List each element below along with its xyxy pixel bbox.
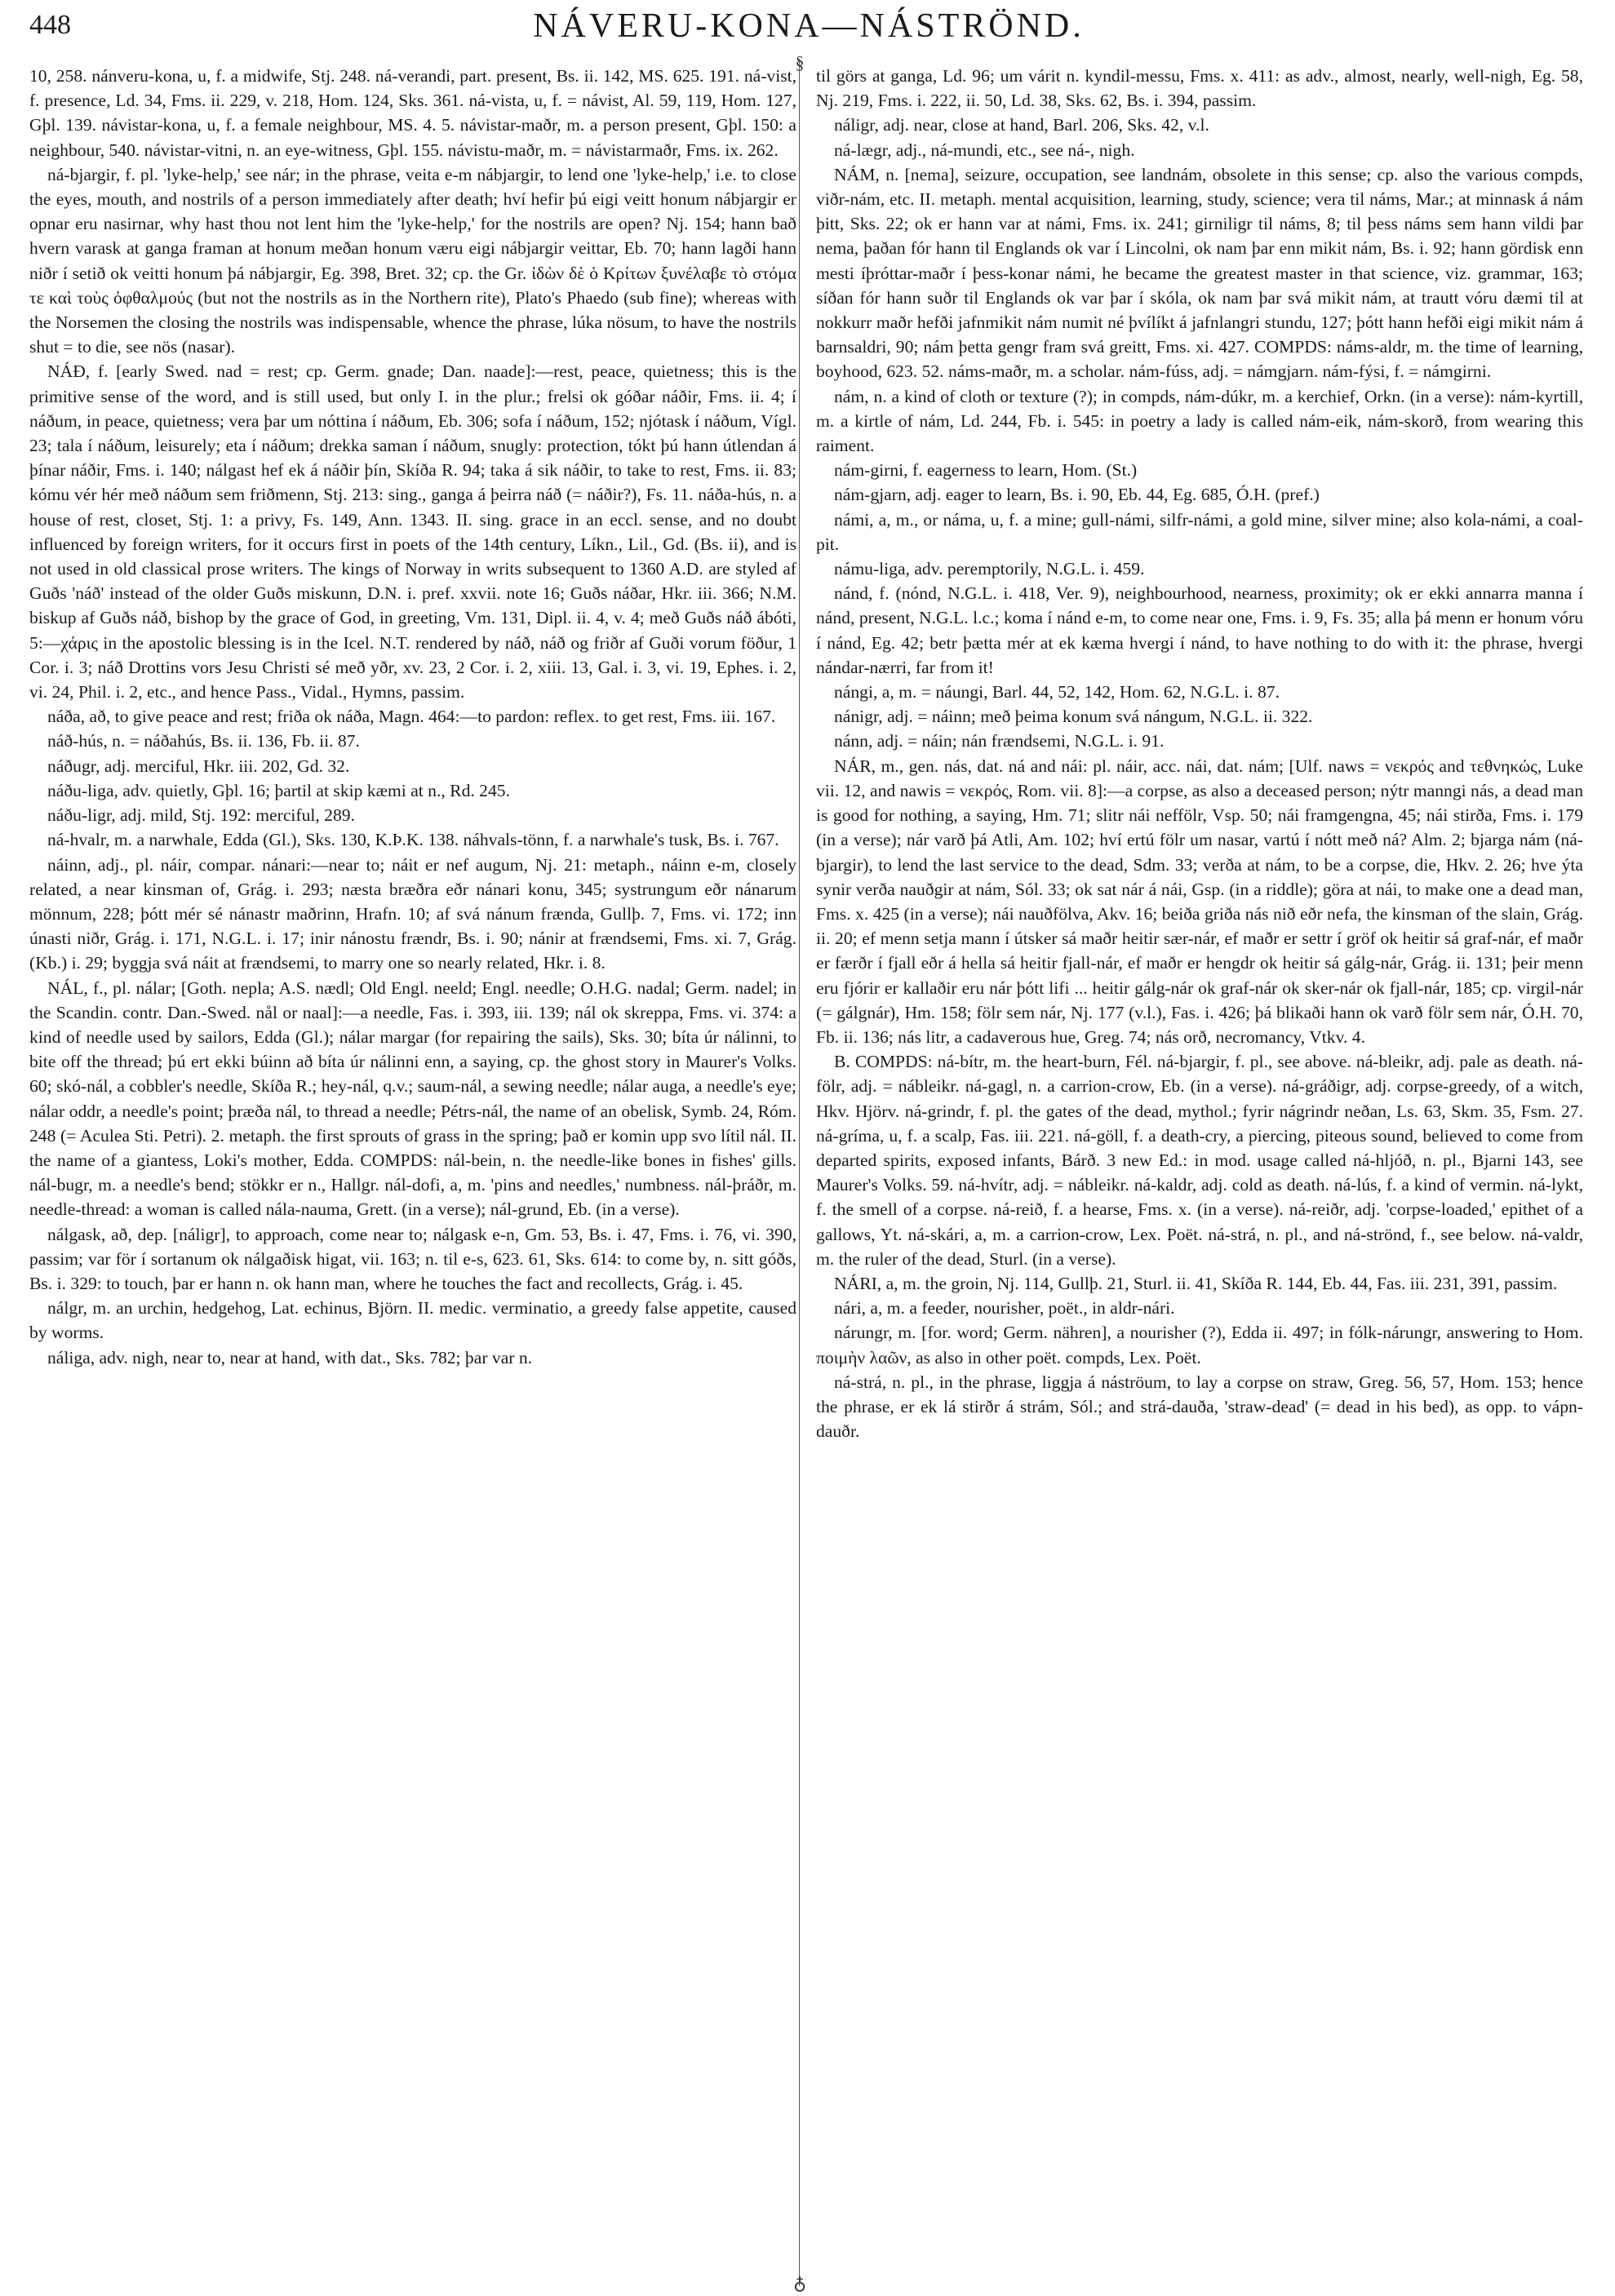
entry-paragraph: ná-lægr, adj., ná-mundi, etc., see ná-, nigh. (834, 140, 1135, 160)
entry-paragraph: náðu-liga, adv. quietly, Gþl. 16; þartil at skip kæmi at n., Rd. 245. (47, 780, 510, 800)
entry-paragraph: náliga, adv. nigh, near to, near at hand, with dat., Sks. 782; þar var n. (47, 1347, 533, 1367)
entry-paragraph: nángi, a, m. = náungi, Barl. 44, 52, 142, Hom. 62, N.G.L. i. 87. (834, 682, 1280, 703)
entry-paragraph: nárungr, m. [for. word; Germ. nähren], a nourisher (?), Edda ii. 497; in fólk-nárungr, answering to Hom. ποιμὴν λαῶν, as also in other poët. compds, Lex. Poët. (816, 1323, 1583, 1367)
entry-paragraph: NÁL, f., pl. nálar; [Goth. nepla; A.S. nædl; Old Engl. neeld; Engl. needle; O.H.G. nadal; Germ. nadel; in the Scandin. contr. Dan.-Swed. nål or naal]:—a needle, Fas. i. 393, iii. 139; nál ok skreppa, Fms. vi. 374: a kind of needle used by sailors, Edda (Gl.); nálar margar (for repairing the sails), Sks. 30; bíta úr nálinni, to bite off the thread; þú ert ekki búinn að bíta úr nálinni enn, a saying, cp. the ghost story in Maurer's Volks. 60; skó-nál, a cobbler's needle, Skíða R.; hey-nál, q.v.; saum-nál, a sewing needle; nálar auga, a needle's eye; nálar oddr, a needle's point; þræða nál, to thread a needle; Pétrs-nál, the name of an obelisk, Symb. 24, Róm. 248 (= Aculea Sti. Petri). 2. metaph. the first sprouts of grass in the spring; það er komin upp svo lítil nál. II. the name of a giantess, Loki's mother, Edda. COMPDS: nál-bein, n. the needle-like bones in fishes' gills. nál-bugr, m. a needle's bend; stökkr er n., Hallgr. nál-dofi, a, m. 'pins and needles,' numbness. nál-þráðr, m. needle-thread: a woman is called nála-nauma, Grett. (in a verse); nál-grund, Eb. (in a verse). (29, 977, 796, 1220)
entry-paragraph: NÁR, m., gen. nás, dat. ná and nái: pl. náir, acc. nái, dat. nám; [Ulf. naws = νεκρός and τεθνηκώς, Luke vii. 12, and nawis = νεκρός, Rom. vii. 8]:—a corpse, as also a deceased person; nýtr manngi nás, a dead man is good for nothing, a saying, Hm. 71; slitr nái neffölr, Vsp. 50; nái framgengna, 45; nái stirða, Fms. i. 179 (in a verse); nár varð þá Atli, Am. 102; hví ertú fölr um nasar, vartú í nótt með ná? Alm. 2; bjarga nám (ná-bjargir), to lend the last service to the dead, Sdm. 33; verða at nám, to be a corpse, die, Hkv. 2. 26; hve ýta synir verða nauðgir at nám, Sól. 33; ok sat nár á nái, Gsp. (in a riddle); göra at nái, to make one a dead man, Fms. x. 425 (in a verse); nái nauðfölva, Akv. 16; beiða griða nás nið eðr nefa, the kinsman of the slain, Grág. ii. 20; ef menn setja mann í útsker sá maðr heitir sær-nár, ef maðr er settr í gröf ok heitir sá graf-nár, ef maðr er færðr í fjall eðr á hella sá heitir fjall-nár, ef maðr er hengdr ok heitir sá gálg-nár, Grág. ii. 131; þeir menn eru fjórir er kallaðir eru nár þótt lifi ... heitir gálg-nár ok graf-nár ok sker-nár ok fjall-nár, 185; cp. virgil-nár (= gálgnár), Hm. 158; fölr sem nár, Nj. 177 (v.l.), Fas. i. 426; þá blikaði hann ok varð fölr sem nár, Ó.H. 70, Fb. ii. 136; nás litr, a cadaverous hue, Greg. 74; nás orð, necromancy, Vtkv. 4. (816, 756, 1583, 1047)
entry-paragraph: nálgask, að, dep. [náligr], to approach, come near to; nálgask e-n, Gm. 53, Bs. i. 47, Fms. i. 76, vi. 390, passim; var för í sortanum ok nálgaðisk higat, vii. 163; n. til e-s, 623. 61, Sks. 614: to come by, n. sitt góðs, Bs. i. 329: to touch, þar er hann n. ok hann man, where he touches the fact and recollects, Grág. i. 45. (29, 1224, 796, 1293)
entry-paragraph: náða, að, to give peace and rest; friða ok náða, Magn. 464:—to pardon: reflex. to get rest, Fms. iii. 167. (47, 707, 776, 727)
column-divider (799, 59, 800, 2286)
entry-paragraph: nám-gjarn, adj. eager to learn, Bs. i. 90, Eb. 44, Eg. 685, Ó.H. (pref.) (834, 485, 1320, 505)
right-column (816, 64, 1583, 1443)
entry-paragraph: nánn, adj. = náin; nán frændsemi, N.G.L. i. 91. (834, 731, 1165, 751)
entry-paragraph: náðu-ligr, adj. mild, Stj. 192: merciful, 289. (47, 805, 355, 826)
entry-paragraph: ná-hvalr, m. a narwhale, Edda (Gl.), Sks. 130, K.Þ.K. 138. náhvals-tönn, f. a narwhale's tusk, Bs. i. 767. (47, 830, 779, 850)
entry-paragraph: NÁÐ, f. [early Swed. nad = rest; cp. Germ. gnade; Dan. naade]:—rest, peace, quietness; this is the primitive sense of the word, and is still used, but only I. in the plur.; frelsi ok góðar náðir, Fms. ii. 4; í náðum, in peace, quietness; vera þar um nóttina í náðum, Eb. 306; sofa í náðum, 152; njótask í náðum, Vígl. 23; tala í náðum, leisurely; eta í náðum; drekka saman í náðum, snugly: protection, tókt þú hann útlendan á þínar náðir, Fms. i. 140; nálgast hef ek á náðir þín, Skíða R. 94; taka á sik náðir, to take to rest, Fms. ii. 83; kómu vér hér með náðum sem friðmenn, Stj. 213: sing., ganga á þeirra náð (= náðir?), Fs. 11. náða-hús, n. a house of rest, closet, Stj. 1: a privy, Fs. 149, Ann. 1343. II. sing. grace in an eccl. sense, and no doubt influenced by foreign writers, for it occurs first in poets of the 14th century, Líkn., Lil., Gd. (Bs. ii), and is not used in old classical prose writers. The kings of Norway in writs subsequent to 1360 A.D. are styled af Guðs 'náð' instead of the older Guðs miskunn, D.N. i. pref. xxvii. note 16; Guðs náðar, Hkr. iii. 366; N.M. biskup af Guðs náð, bishop by the grace of God, in greeting, Vm. 131, Dipl. ii. 4, v. 4; með Guðs náð ábóti, 5:—χάρις in the apostolic blessing is in the Icel. N.T. rendered by náð, náð og friðr af Guði vorum föður, 1 Cor. i. 3; náð Drottins vors Jesu Christi sé með yðr, xv. 23, 2 Cor. i. 2, xiii. 13, Gal. i. 3, vi. 19, Ephes. i. 2, vi. 24, Phil. i. 2, etc., and hence Pass., Vidal., Hymns, passim. (29, 361, 796, 703)
entry-paragraph: náinn, adj., pl. náir, compar. nánari:—near to; náit er nef augum, Nj. 21: metaph., náinn e-m, closely related, a near kinsman of, Grág. i. 293; næsta bræðra eðr nánari konu, 345; systrungum eðr nánarum mönnum, 228; þótt mér sé nánastr maðrinn, Hrafn. 10; af svá nánum frænda, Gullþ. 7, Fms. vi. 172; inn únasti niðr, Grág. i. 171, N.G.L. i. 17; inir nánostu frændr, Bs. i. 90; nánir at frændsemi, Fms. xi. 7, Grág. (Kb.) i. 29; byggja svá náit at frændsemi, to marry one so nearly related, Hkr. i. 8. (29, 854, 796, 973)
entry-paragraph: nám, n. a kind of cloth or texture (?); in compds, nám-dúkr, m. a kerchief, Orkn. (in a verse): nám-kyrtill, m. a kirtle of nám, Ld. 244, Fb. i. 545: in poetry a lady is called nám-eik, nám-skorð, from wearing this raiment. (816, 386, 1583, 456)
entry-paragraph: nám-girni, f. eagerness to learn, Hom. (St.) (834, 460, 1138, 481)
entry-paragraph: nánigr, adj. = náinn; með þeima konum svá nángum, N.G.L. ii. 322. (834, 707, 1313, 727)
entry-paragraph: ná-bjargir, f. pl. 'lyke-help,' see nár; in the phrase, veita e-m nábjargir, to lend one 'lyke-help,' i.e. to close the eyes, mouth, and nostrils of a person immediately after death; hví hefir þú eigi veitt honum nábjargir er opnar eru nasirnar, why hast thou not lent him the 'lyke-help,' for the nostrils are open? Nj. 154; hann bað hvern varask at ganga framan at honum meðan honum væru eigi nábjargir veittar, Eb. 70; hann lagði hann niðr í setið ok veitti honum þá nábjargir, Eg. 398, Bret. 32; cp. the Gr. ἰδὼν δὲ ὁ Κρίτων ξυνέλαβε τὸ στόμα τε καὶ τοὺς ὀφθαλμούς (but not the nostrils as in the Northern rite), Plato's Phaedo (sub fine); whereas with the Norsemen the closing the nostrils was indispensable, whence the phrase, lúka nösum, to have the nostrils shut = to die, see nös (nasar). (29, 164, 796, 357)
page-header (29, 7, 1588, 52)
entry-paragraph: nánd, f. (nónd, N.G.L. i. 418, Ver. 9), neighbourhood, nearness, proximity; ok er ekki annarra manna í nánd, present, N.G.L. l.c.; koma í nánd e-m, to come near one, Fms. i. 9, Fs. 35; alla þá menn er honum vóru í nánd, Eg. 42; betr þætta mér at ek kæma hvergi í nánd, to have nothing to do with it: the phrase, hvergi nándar-nærri, far from it! (816, 583, 1583, 677)
entry-paragraph: NÁRI, a, m. the groin, Nj. 114, Gullþ. 21, Sturl. ii. 41, Skíða R. 144, Eb. 44, Fas. iii. 231, 391, passim. (834, 1273, 1558, 1293)
running-title: NÁVERU-KONA—NÁSTRÖND. (533, 7, 1085, 45)
entry-paragraph: B. COMPDS: ná-bítr, m. the heart-burn, Fél. ná-bjargir, f. pl., see above. ná-bleikr, adj. pale as death. ná-fölr, adj. = nábleikr. ná-gagl, n. a carrion-crow, Eb. (in a verse). ná-gráðigr, adj. corpse-greedy, of a witch, Hkv. Hjörv. ná-grindr, f. pl. the gates of the dead, mythol.; fyrir nágrindr neðan, Ls. 63, Skm. 35, Fsm. 27. ná-gríma, u, f. a scalp, Fas. iii. 221. ná-göll, f. a death-cry, a piercing, piteous sound, believed to come from departed spirits, exposed infants, Bárð. 3 new Ed.: in mod. usage called ná-hljóð, n. pl., Bjarni 143, see Maurer's Volks. 59. ná-hvítr, adj. = nábleikr. ná-kaldr, adj. cold as death. ná-lús, f. a kind of vermin. ná-lykt, f. the smell of a corpse. ná-reið, f. a hearse, Fms. x. (in a verse). ná-reiðr, adj. 'corpse-loaded,' epithet of a gallows, Yt. ná-skári, a, m. a carrion-crow, Lex. Poët. ná-strá, n. pl., and ná-strönd, f., see below. ná-valdr, m. the ruler of the dead, Sturl. (in a verse). (816, 1052, 1583, 1269)
entry-paragraph: nári, a, m. a feeder, nourisher, poët., in aldr-nári. (834, 1298, 1175, 1319)
entry-paragraph: til görs at ganga, Ld. 96; um várit n. kyndil-messu, Fms. x. 411: as adv., almost, nearly, well-nigh, Eg. 58, Nj. 219, Fms. i. 222, ii. 50, Ld. 38, Sks. 62, Bs. i. 394, passim. (816, 66, 1583, 111)
column-ornament-top: § (795, 52, 805, 73)
entry-paragraph: nálgr, m. an urchin, hedgehog, Lat. echinus, Björn. II. medic. verminatio, a greedy false appetite, caused by worms. (29, 1298, 796, 1343)
column-ornament-bottom: ♁ (792, 2273, 807, 2294)
entry-paragraph: 10, 258. nánveru-kona, u, f. a midwife, Stj. 248. ná-verandi, part. present, Bs. ii. 142, MS. 625. 191. ná-vist, f. presence, Ld. 34, Fms. ii. 229, v. 218, Hom. 124, Sks. 361. ná-vista, u, f. = návist, Al. 59, 119, Hom. 127, Gþl. 139. návistar-kona, u, f. a female neighbour, MS. 4. 5. návistar-maðr, m. a person present, Gþl. 150: a neighbour, 540. návistar-vitni, n. an eye-witness, Gþl. 155. návistu-maðr, m. = návistarmaðr, Fms. ix. 262. (29, 66, 796, 160)
entry-paragraph: námu-liga, adv. peremptorily, N.G.L. i. 459. (834, 559, 1145, 579)
entry-paragraph: náðugr, adj. merciful, Hkr. iii. 202, Gd. 32. (47, 756, 350, 776)
left-column (29, 64, 796, 1370)
entry-paragraph: náligr, adj. near, close at hand, Barl. 206, Sks. 42, v.l. (834, 115, 1209, 135)
entry-paragraph: náð-hús, n. = náðahús, Bs. ii. 136, Fb. ii. 87. (47, 731, 360, 751)
entry-paragraph: ná-strá, n. pl., in the phrase, liggja á náströum, to lay a corpse on straw, Greg. 56, 57, Hom. 153; hence the phrase, er ek lá stirðr á strám, Sól.; and strá-dauða, 'straw-dead' (= dead in his bed), as opp. to vápn-dauðr. (816, 1372, 1583, 1442)
page-number: 448 (29, 10, 71, 40)
entry-paragraph: NÁM, n. [nema], seizure, occupation, see landnám, obsolete in this sense; cp. also the various compds, viðr-nám, etc. II. metaph. mental acquisition, learning, study, science; vera til náms, Mar.; at minnask á nám þitt, Sks. 22; ok er hann var at námi, Fms. ix. 241; girniligr til náms, 8; til þess náms sem hann vildi þar nema, þaðan fór hann til Englands ok var í Lincolni, ok nam þar enn mikit nám, Bs. i. 92; hann gördisk enn mesti íþróttar-maðr í þess-konar námi, he became the greatest master in that science, viz. grammar, 163; síðan fór hann suðr til Englands ok var þar í skóla, ok nam þar svá mikit nám, at trautt vóru dæmi til at nokkurr maðr hefði jafnmikit nám numit né þvílíkt á jafnlangri stundu, 127; þótt hann hefði eigi mikit nám á barnsaldri, 90; nám þetta gengr fram svá greitt, Fms. xi. 427. COMPDS: náms-aldr, m. the time of learning, boyhood, 623. 52. náms-maðr, m. a scholar. nám-fúss, adj. = námgjarn. nám-fýsi, f. = námgirni. (816, 164, 1583, 382)
entry-paragraph: námi, a, m., or náma, u, f. a mine; gull-námi, silfr-námi, a gold mine, silver mine; also kola-námi, a coal-pit. (816, 509, 1583, 554)
